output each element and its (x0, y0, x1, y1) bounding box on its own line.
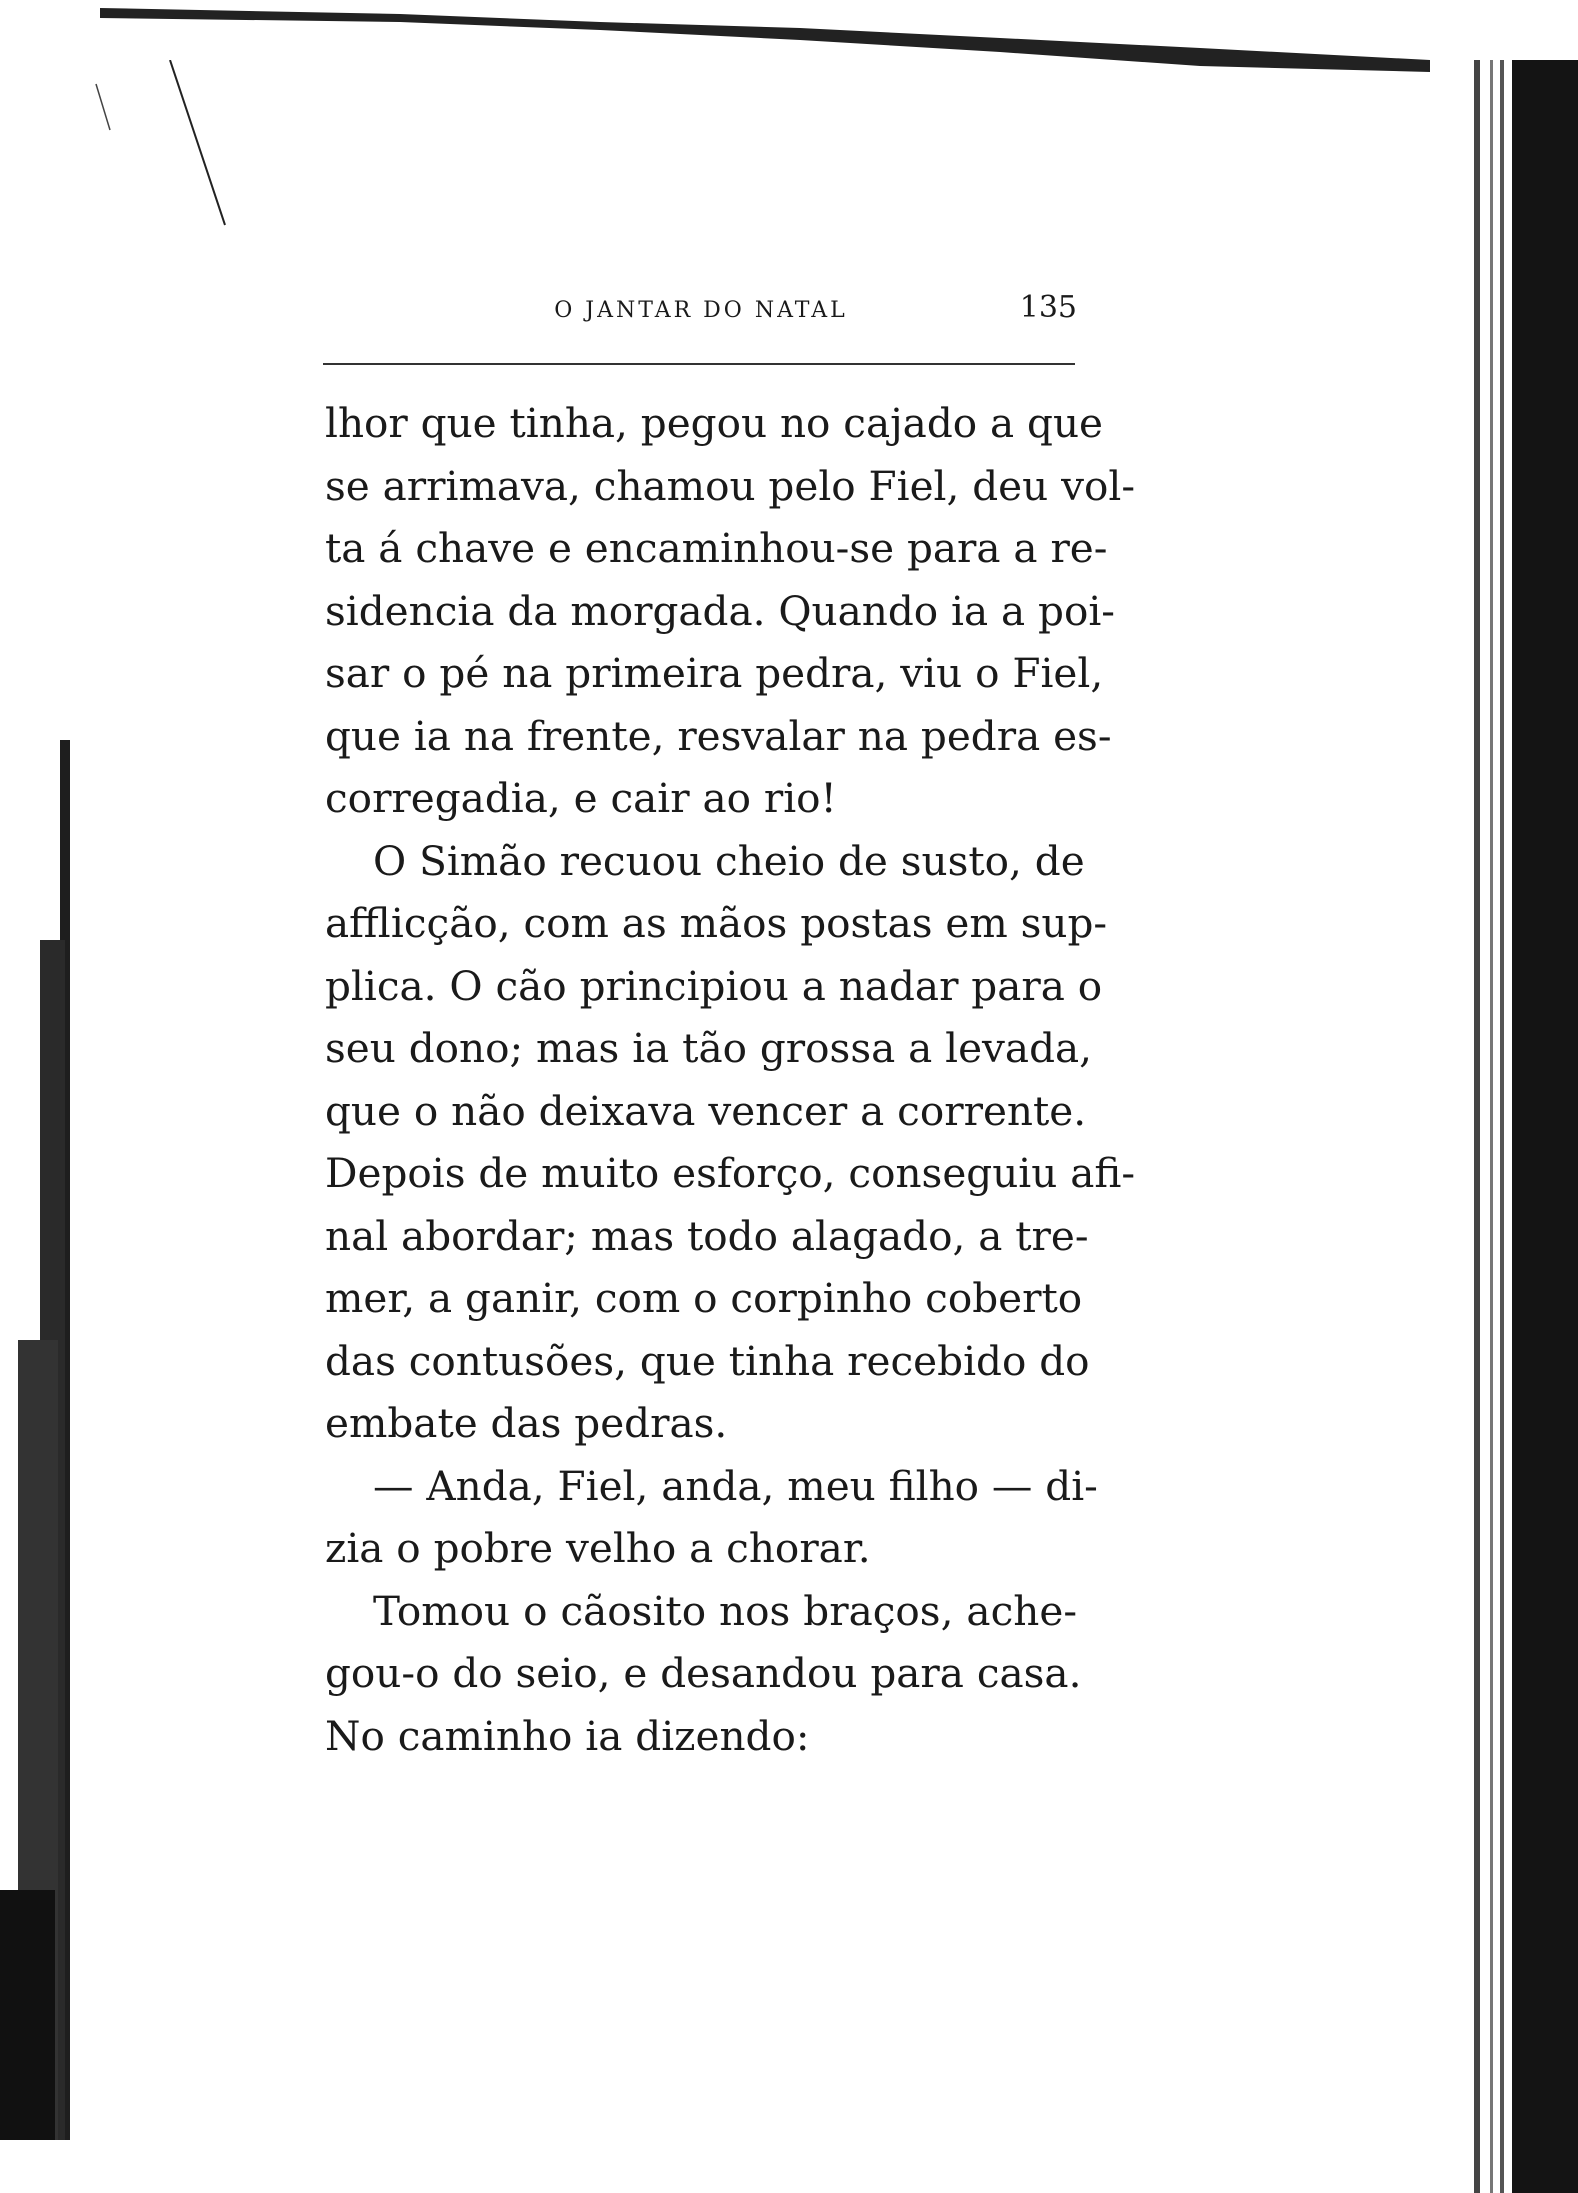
text-line: lhor que tinha, pegou no cajado a que (325, 399, 1104, 447)
text-line: Depois de muito esforço, conseguiu afi- (325, 1149, 1136, 1197)
text-line: zia o pobre velho a chorar. (325, 1524, 871, 1572)
text-line: ta á chave e encaminhou-se para a re- (325, 524, 1108, 572)
text-line: gou-o do seio, e desandou para casa. (325, 1649, 1082, 1697)
text-line: Tomou o cãosito nos braços, ache- (373, 1586, 1077, 1635)
paragraph (325, 392, 1135, 830)
body-text (325, 392, 1136, 1767)
text-line: sar o pé na primeira pedra, viu o Fiel, (325, 649, 1104, 697)
scan-right-edge (1468, 60, 1578, 2193)
page-header (325, 290, 1077, 340)
scan-corner-marks (90, 60, 250, 240)
text-line: que o não deixava vencer a corrente. (325, 1086, 1087, 1135)
text-line: se arrimava, chamou pelo Fiel, deu vol- (325, 461, 1135, 510)
paragraph (325, 830, 1136, 1455)
scan-left-edge (0, 740, 90, 2140)
text-line: embate das pedras. (325, 1399, 728, 1447)
text-line: corregadia, e cair ao rio! (325, 774, 837, 822)
text-line: — Anda, Fiel, anda, meu filho — di- (373, 1461, 1098, 1510)
text-line: plica. O cão principiou a nadar para o (325, 961, 1103, 1010)
scan-top-edge (100, 0, 1430, 72)
text-line: afflicção, com as mãos postas em sup- (325, 899, 1108, 947)
header-rule (323, 363, 1075, 365)
text-line: nal abordar; mas todo alagado, a tre- (325, 1211, 1089, 1260)
text-line: que ia na frente, resvalar na pedra es- (325, 711, 1112, 760)
text-line: O Simão recuou cheio de susto, de (373, 836, 1085, 885)
text-line: No caminho ia dizendo: (325, 1711, 810, 1760)
text-line: seu dono; mas ia tão grossa a levada, (325, 1024, 1093, 1072)
running-title: O JANTAR DO NATAL (554, 298, 848, 323)
text-line: mer, a ganir, com o corpinho coberto (325, 1274, 1083, 1322)
text-line: sidencia da morgada. Quando ia a poi- (325, 586, 1115, 635)
text-line: das contusões, que tinha recebido do (325, 1336, 1090, 1385)
paragraph (325, 1580, 1082, 1768)
paragraph (325, 1455, 1098, 1580)
page-number: 135 (1019, 290, 1077, 325)
